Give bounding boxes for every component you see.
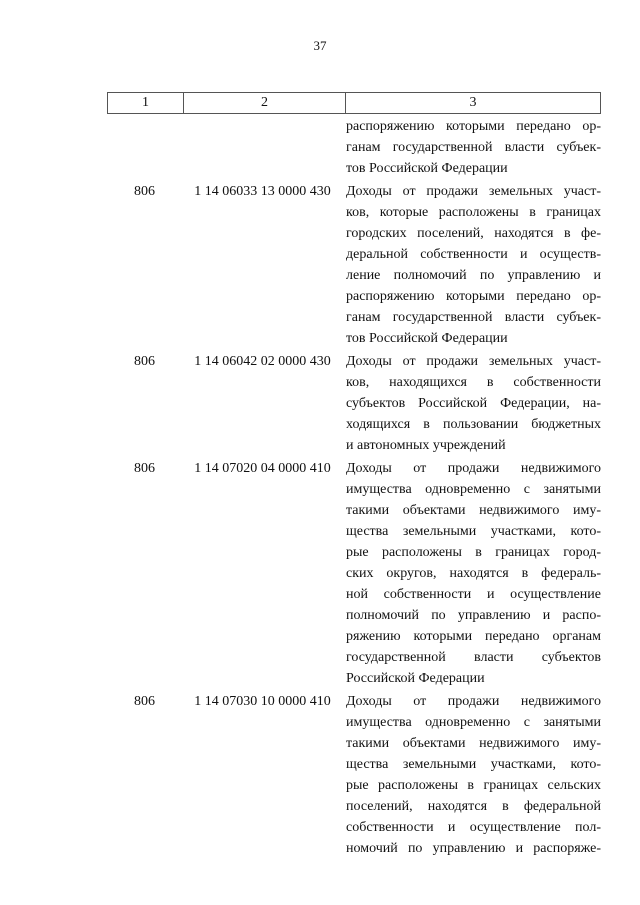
budget-code-cell: 1 14 06042 02 0000 430 (194, 354, 331, 369)
description-line: ков, которые расположены в границах (346, 205, 601, 220)
table-row-continuation (107, 116, 601, 179)
description-line: ганам государственной власти субъек- (346, 140, 601, 155)
description-line: тов Российской Федерации (346, 161, 508, 176)
admin-code-cell: 806 (134, 184, 155, 199)
description-cell (343, 458, 601, 689)
table-row (107, 351, 601, 456)
description-line: государственной власти субъектов (346, 650, 601, 665)
description-line: Доходы от продажи недвижимого (346, 461, 601, 476)
description-line: ной собственности и осуществление (346, 587, 601, 602)
description-line: Доходы от продажи земельных участ- (346, 354, 601, 369)
budget-code-cell: 1 14 07030 10 0000 410 (194, 694, 331, 709)
description-line: деральной собственности и осуществ- (346, 247, 601, 262)
description-line: ков, находящихся в собственности (346, 375, 601, 390)
admin-code-cell (107, 116, 182, 179)
description-line: имущества одновременно с занятыми (346, 482, 601, 497)
column-header-1: 1 (108, 93, 184, 113)
description-line: рые расположены в границах город- (346, 545, 601, 560)
table-row (107, 691, 601, 859)
description-line: рые расположены в границах сельских (346, 778, 601, 793)
description-line: тов Российской Федерации (346, 331, 508, 346)
column-header-2: 2 (184, 93, 346, 113)
description-line: ряжению которыми передано органам (346, 629, 601, 644)
description-line: городских поселений, находятся в фе- (346, 226, 601, 241)
description-line: Российской Федерации (346, 671, 485, 686)
page-number: 37 (313, 38, 327, 53)
description-line: и автономных учреждений (346, 438, 506, 453)
admin-code-cell: 806 (134, 461, 155, 476)
description-line: распоряжению которыми передано ор- (346, 119, 601, 134)
description-line: имущества одновременно с занятыми (346, 715, 601, 730)
description-cell (343, 116, 601, 179)
description-line: собственности и осуществление пол- (346, 820, 601, 835)
description-cell (343, 691, 601, 859)
description-line: ганам государственной власти субъек- (346, 310, 601, 325)
description-line: поселений, находятся в федеральной (346, 799, 601, 814)
description-line: такими объектами недвижимого иму- (346, 736, 601, 751)
budget-code-cell: 1 14 06033 13 0000 430 (194, 184, 331, 199)
table-row (107, 458, 601, 689)
description-line: ление полномочий по управлению и (346, 268, 601, 283)
description-line: ходящихся в пользовании бюджетных (346, 417, 601, 432)
table-header (107, 92, 601, 114)
description-line: номочий по управлению и распоряже- (346, 841, 601, 856)
admin-code-cell: 806 (134, 354, 155, 369)
description-line: распоряжению которыми передано ор- (346, 289, 601, 304)
description-line: ских округов, находятся в федераль- (346, 566, 601, 581)
description-line: субъектов Российской Федерации, на- (346, 396, 601, 411)
description-line: такими объектами недвижимого иму- (346, 503, 601, 518)
description-line: щества земельными участками, кото- (346, 757, 601, 772)
budget-code-cell: 1 14 07020 04 0000 410 (194, 461, 331, 476)
description-line: Доходы от продажи земельных участ- (346, 184, 601, 199)
description-line: щества земельными участками, кото- (346, 524, 601, 539)
description-line: Доходы от продажи недвижимого (346, 694, 601, 709)
description-cell (343, 181, 601, 349)
column-header-3: 3 (469, 95, 477, 110)
budget-code-cell (182, 116, 343, 179)
table-body (107, 116, 601, 859)
admin-code-cell: 806 (134, 694, 155, 709)
description-cell (343, 351, 601, 456)
table-row (107, 181, 601, 349)
description-line: полномочий по управлению и распо- (346, 608, 601, 623)
